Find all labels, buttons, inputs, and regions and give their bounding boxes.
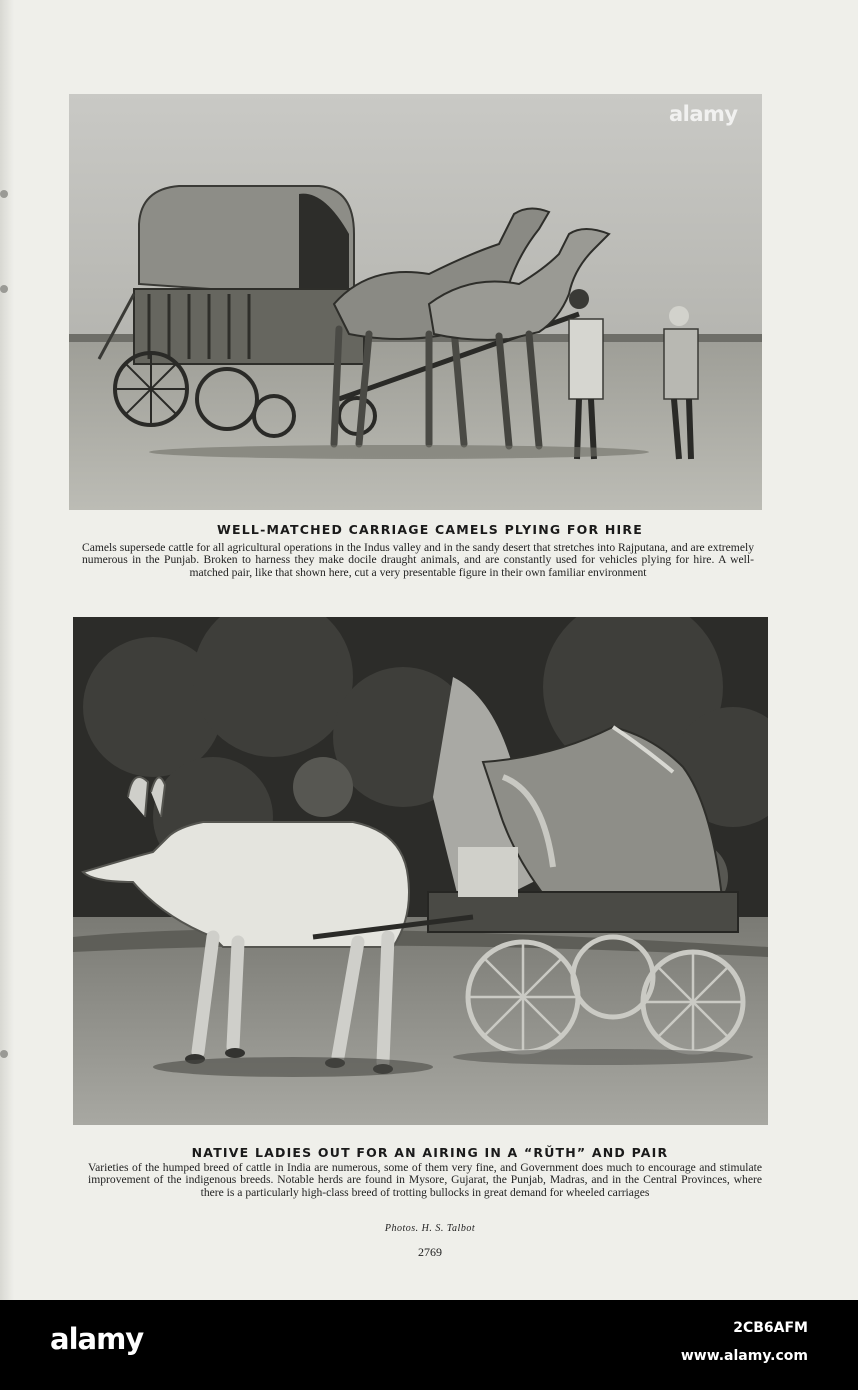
camels-carriage-illustration bbox=[69, 94, 762, 510]
alamy-logo: alamy bbox=[50, 1322, 144, 1356]
photo2-title: NATIVE LADIES OUT FOR AN AIRING IN A “RŬTH” AND PAIR bbox=[191, 1145, 669, 1160]
photo1-caption: Camels supersede cattle for all agricultural operations in the Indus valley and in the sandy desert that stretches into Rajputana, and are extremely numerous in the Punjab. Broken to harness they make docile draught animals, and are constantly used for vehicles plying for hire. A well-matched pair, like that shown here, cut a very presentable figure in their own familiar environment bbox=[82, 541, 754, 579]
photo-bullock-ruth bbox=[73, 617, 768, 1125]
watermark-text: alamy bbox=[669, 102, 738, 126]
site-url: www.alamy.com bbox=[680, 1348, 808, 1364]
binding-hole bbox=[0, 285, 8, 293]
photo-credit: Photos. H. S. Talbot bbox=[384, 1223, 476, 1234]
binding-hole bbox=[0, 1050, 8, 1058]
binding-hole bbox=[0, 190, 8, 198]
photo1-title: WELL-MATCHED CARRIAGE CAMELS PLYING FOR HIRE bbox=[217, 522, 643, 537]
photo2-caption: Varieties of the humped breed of cattle in India are numerous, some of them very fine, and Government does much to encourage and stimulate improvement of the indigenous breeds. Notable herds are found in Mysore, Gujarat, the Punjab, Madras, and in the Central Provinces, where there is a particularly high-class breed of trotting bullocks in great demand for wheeled carriages bbox=[88, 1161, 762, 1199]
bullock-ruth-illustration bbox=[73, 617, 768, 1125]
image-id: 2CB6AFM bbox=[733, 1320, 808, 1336]
page-number: 2769 bbox=[418, 1245, 442, 1259]
photo-camels-carriage bbox=[69, 94, 762, 510]
stock-footer-bar bbox=[0, 1300, 858, 1390]
